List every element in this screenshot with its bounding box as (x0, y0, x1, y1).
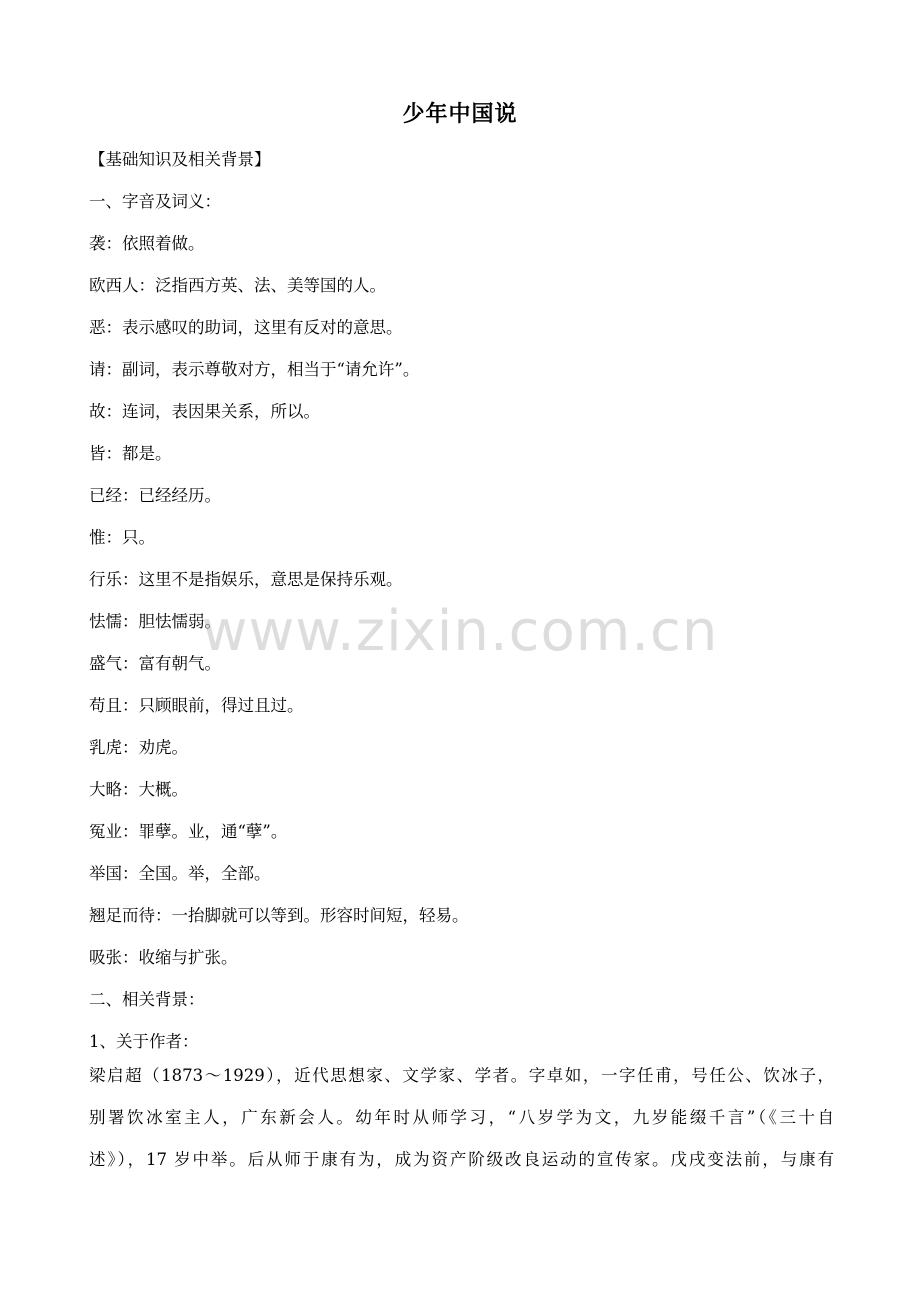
vocabulary-item: 乳虎：劝虎。 (89, 738, 188, 757)
section-heading: 【基础知识及相关背景】 (89, 150, 271, 169)
watermark: www.zixin.com.cn (201, 599, 719, 664)
vocabulary-item: 皆：都是。 (89, 444, 172, 463)
vocabulary-item: 苟且：只顾眼前，得过且过。 (89, 696, 304, 715)
vocabulary-item: 惟：只。 (89, 528, 155, 547)
section-heading: 一、字音及词义： (89, 192, 221, 211)
paragraph-line: 述》），17 岁中举。后从师于康有为，成为资产阶级改良运动的宣传家。戊戌变法前，与康有 (89, 1150, 834, 1169)
subsection-heading: 1、关于作者： (89, 1032, 199, 1051)
vocabulary-item: 冤业：罪孽。业，通“孽”。 (89, 822, 288, 841)
vocabulary-item: 袭：依照着做。 (89, 234, 205, 253)
section-heading: 二、相关背景： (89, 990, 205, 1009)
vocabulary-item: 大略：大概。 (89, 780, 188, 799)
paragraph-line: 别署饮冰室主人，广东新会人。幼年时从师学习，“八岁学为文，九岁能缀千言”（《三十自 (89, 1108, 834, 1127)
vocabulary-item: 翘足而待：一抬脚就可以等到。形容时间短，轻易。 (89, 906, 469, 925)
vocabulary-item: 怯懦：胆怯懦弱。 (89, 612, 221, 631)
vocabulary-item: 吸张：收缩与扩张。 (89, 948, 238, 967)
vocabulary-item: 欧西人：泛指西方英、法、美等国的人。 (89, 276, 386, 295)
vocabulary-item: 举国：全国。举，全部。 (89, 864, 271, 883)
vocabulary-item: 已经：已经经历。 (89, 486, 221, 505)
vocabulary-list (89, 144, 834, 1068)
vocabulary-item: 恶：表示感叹的助词，这里有反对的意思。 (89, 318, 403, 337)
document-title: 少年中国说 (402, 101, 518, 127)
vocabulary-item: 故：连词，表因果关系，所以。 (89, 402, 320, 421)
vocabulary-item: 行乐：这里不是指娱乐，意思是保持乐观。 (89, 570, 403, 589)
vocabulary-item: 请：副词，表示尊敬对方，相当于“请允许”。 (89, 360, 420, 379)
paragraph-line: 梁启超（1873～1929），近代思想家、文学家、学者。字卓如，一字任甫，号任公、饮冰子， (89, 1066, 834, 1085)
vocabulary-item: 盛气：富有朝气。 (89, 654, 221, 673)
author-paragraph (89, 1060, 834, 1186)
